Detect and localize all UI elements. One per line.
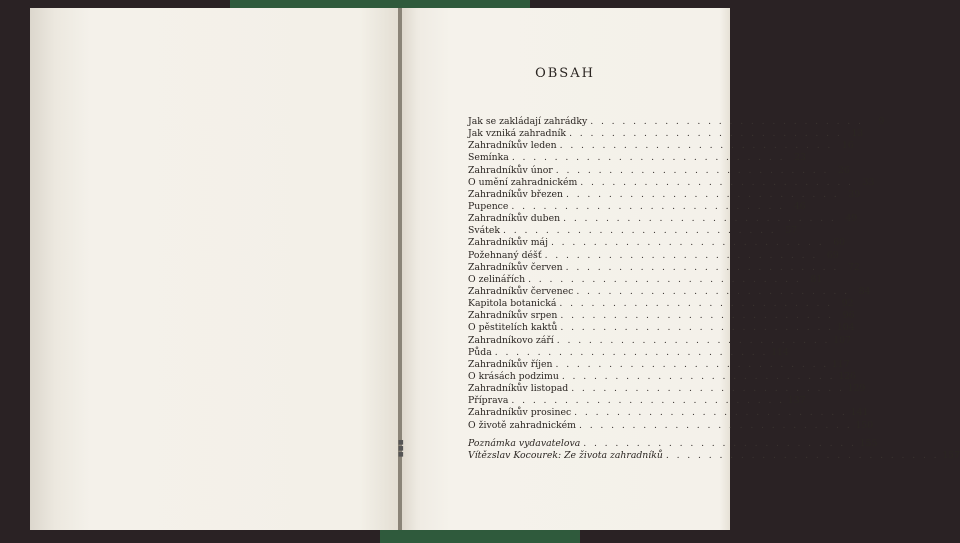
toc-entry <box>468 310 855 322</box>
book-cover-edge-bottom <box>380 528 580 543</box>
toc-entry-page: 114 <box>771 346 789 358</box>
toc-entry-page: 141 <box>850 407 869 419</box>
toc-entry-title: Zahradníkův leden <box>468 140 557 152</box>
toc-entry-title: O zelinářích <box>468 273 526 285</box>
dot-leader: . . . . . . . . . . . . . . . . . . . . . . . . . . <box>563 213 837 225</box>
binding-marks: ■ ■ ■ <box>398 439 404 458</box>
toc-entry <box>468 200 806 213</box>
toc-entry <box>468 334 851 347</box>
dot-leader: . . . . . . . . . . . . . . . . . . . . . . . . . . <box>559 298 833 310</box>
toc-entry <box>468 249 839 262</box>
dot-leader: . . . . . . . . . . . . . . . . . . . . . . . . . . <box>544 249 818 261</box>
dot-leader: . . . . . . . . . . . . . . . . . . . . . . . . . . <box>550 237 825 249</box>
toc-entry-page: 137 <box>787 395 806 407</box>
toc-entry <box>468 213 858 225</box>
dot-leader: . . . . . . . . . . . . . . . . . . . . . . . . . . <box>511 200 785 212</box>
toc-entry-title: O umění zahradnickém <box>468 176 578 188</box>
toc-entry <box>468 152 806 164</box>
dot-leader: . . . . . . . . . . . . . . . . . . . . . . . . . . <box>528 273 802 285</box>
dot-leader: . . . . . . . . . . . . . . . . . . . . . . . . . . <box>494 346 768 358</box>
toc-entry-title: Zahradníkův prosinec <box>468 407 572 419</box>
toc-entry-page: 39 <box>848 188 861 200</box>
toc-entry-title: O životě zahradnickém <box>468 419 576 431</box>
toc-entry-title: Pupence <box>468 200 509 212</box>
dot-leader: . . . . . . . . . . . . . . . . . . . . . . . . . . <box>511 152 785 164</box>
dot-leader: . . . . . . . . . . . . . . . . . . . . . . . . . . <box>571 383 845 395</box>
toc-entry-page: 46 <box>793 200 806 212</box>
toc-entry-page: 60 <box>833 237 846 249</box>
toc-entry <box>468 225 798 237</box>
toc-entry-page: 117 <box>831 358 850 370</box>
toc-appendix-entry <box>468 450 960 462</box>
toc-entry <box>468 176 875 189</box>
dot-leader: . . . . . . . . . . . . . . . . . . . . . . . . . . <box>511 395 785 407</box>
toc-entry-title: Zahradníkův listopad <box>468 383 569 395</box>
toc-entry <box>468 164 850 177</box>
toc-appendix-entry <box>468 438 878 450</box>
toc-entry-page: 9 <box>878 116 885 127</box>
toc-entry-page: 57 <box>785 225 798 237</box>
toc-entry <box>468 116 885 128</box>
toc-entry-page: 72 <box>847 261 860 273</box>
toc-entry-title: Zahradníkův červen <box>468 261 563 273</box>
table-of-contents-appendix <box>468 438 960 462</box>
toc-entry-title: Zahradníkův červenec <box>468 285 574 297</box>
toc-entry <box>468 273 823 286</box>
toc-entry-page: 49 <box>845 213 858 225</box>
toc-entry-page: 26 <box>838 164 850 176</box>
dot-leader: . . . . . . . . . . . . . . . . . . . . . . . . . . <box>580 176 854 188</box>
toc-entry <box>468 346 789 359</box>
toc-entry-page: 69 <box>826 249 839 261</box>
toc-entry-title: Zahradníkův srpen <box>468 310 558 322</box>
dot-leader: . . . . . . . . . . . . . . . . . . . . . . . . . . <box>556 334 830 346</box>
dot-leader: . . . . . . . . . . . . . . . . . . . . . . . . . . <box>574 407 848 419</box>
left-page <box>30 8 402 530</box>
dot-leader: . . . . . . . . . . . . . . . . . . . . . . . . . . <box>566 188 840 200</box>
dot-leader: . . . . . . . . . . . . . . . . . . . . . . . . . . <box>578 419 853 431</box>
toc-entry <box>468 407 869 419</box>
toc-entry <box>468 285 871 298</box>
dot-leader: . . . . . . . . . . . . . . . . . . . . . . . . . . <box>569 128 843 140</box>
toc-entry-title: Půda <box>468 346 492 358</box>
toc-entry <box>468 322 855 334</box>
toc-entry-title: O pěstitelích kaktů <box>468 322 558 334</box>
toc-entry <box>468 237 846 249</box>
toc-entry-title: Vítězslav Kocourek: Ze života zahradníků <box>468 450 663 462</box>
toc-entry-page: 107 <box>833 334 851 346</box>
toc-entry-page: 84 <box>858 285 871 297</box>
toc-entry-title: Semínka <box>468 152 509 164</box>
dot-leader: . . . . . . . . . . . . . . . . . . . . . . . . . . <box>555 358 829 370</box>
toc-entry-title: Jak se zakládají zahrádky <box>468 116 588 127</box>
toc-entry-title: Zahradníkovo září <box>468 334 554 346</box>
dot-leader: . . . . . . . . . . . . . . . . . . . . . . . . . . <box>559 140 833 152</box>
toc-entry <box>468 370 856 383</box>
toc-entry-title: O krásách podzimu <box>468 370 559 382</box>
dot-leader: . . . . . . . . . . . . . . . . . . . . . . . . . . <box>576 285 850 297</box>
toc-entry-page: 13 <box>851 128 864 140</box>
toc-entry-page: 129 <box>847 383 866 395</box>
toc-entry-title: Zahradníkův únor <box>468 164 553 176</box>
toc-entry-page: 126 <box>838 370 856 382</box>
dot-leader: . . . . . . . . . . . . . . . . . . . . . . . . . . <box>565 261 839 273</box>
toc-entry-page: 92 <box>841 298 854 310</box>
toc-entry-page: 23 <box>794 152 806 164</box>
toc-entry <box>468 395 806 407</box>
dot-leader: . . . . . . . . . . . . . . . . . . . . . . . . . . <box>560 310 834 322</box>
toc-entry <box>468 383 866 395</box>
dot-leader: . . . . . . . . . . . . . . . . . . . . . . . . . . <box>561 370 835 382</box>
dot-leader: . . . . . . . . . . . . . . . . . . . . . . . . . . <box>583 438 857 449</box>
toc-entry-title: Svátek <box>468 225 501 237</box>
toc-entry-title: Jak vzniká zahradník <box>468 128 567 140</box>
toc-entry-title: Příprava <box>468 395 509 407</box>
toc-entry-page: 33 <box>862 176 875 188</box>
toc-entry <box>468 188 861 201</box>
toc-entry-title: Kapitola botanická <box>468 298 557 310</box>
table-of-contents <box>468 116 885 432</box>
toc-heading: OBSAH <box>535 66 595 81</box>
toc-entry-page: 16 <box>841 140 854 152</box>
dot-leader: . . . . . . . . . . . . . . . . . . . . . . . . . . <box>560 322 834 334</box>
toc-entry-page: 157 <box>942 450 960 462</box>
toc-entry <box>468 298 854 310</box>
toc-entry <box>468 419 874 432</box>
toc-entry <box>468 261 860 274</box>
toc-entry-title: Poznámka vydavatelova <box>468 438 581 449</box>
toc-entry-page: 155 <box>859 438 878 449</box>
toc-entry-page: 104 <box>836 322 855 334</box>
toc-entry <box>468 140 854 152</box>
toc-entry-page: 81 <box>810 273 823 285</box>
toc-entry-title: Zahradníkův březen <box>468 188 564 200</box>
toc-entry-title: Zahradníkův máj <box>468 237 548 249</box>
dot-leader: . . . . . . . . . . . . . . . . . . . . . . . . . . <box>555 164 829 176</box>
dot-leader: . . . . . . . . . . . . . . . . . . . . . . . . . . <box>503 225 777 237</box>
toc-entry <box>468 128 864 140</box>
toc-entry-page: 150 <box>855 419 874 431</box>
dot-leader: . . . . . . . . . . . . . . . . . . . . . . . . . . <box>590 116 864 127</box>
toc-entry-title: Zahradníkův říjen <box>468 358 553 370</box>
toc-entry <box>468 358 850 371</box>
toc-entry-title: Zahradníkův duben <box>468 213 561 225</box>
toc-entry-title: Požehnaný déšť <box>468 249 542 261</box>
dot-leader: . . . . . . . . . . . . . . . . . . . . . . . . . . <box>665 450 940 462</box>
toc-entry-page: 96 <box>842 310 855 322</box>
